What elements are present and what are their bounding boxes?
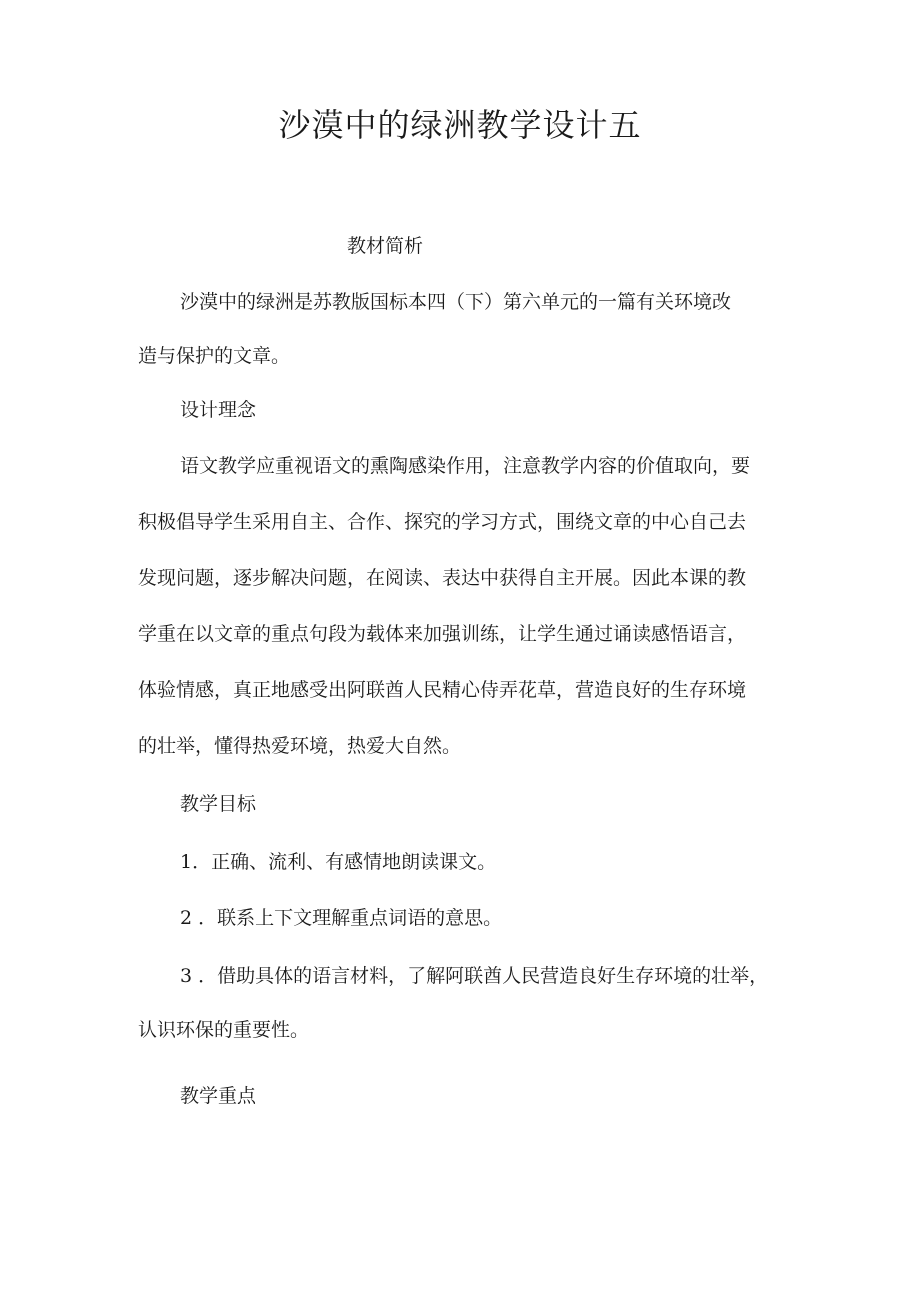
document-title: 沙漠中的绿洲教学设计五 (278, 106, 642, 144)
paragraph-line: 积极倡导学生采用自主、合作、探究的学习方式，围绕文章的中心自己去 (138, 511, 747, 533)
goal-item-3: 3 ．借助具体的语言材料，了解阿联酋人民营造良好生存环境的壮举， (180, 965, 769, 987)
paragraph-line: 学重在以文章的重点句段为载体来加强训练，让学生通过诵读感悟语言， (138, 623, 747, 645)
paragraph-line: 造与保护的文章。 (138, 345, 291, 367)
paragraph-line: 沙漠中的绿洲是苏教版国标本四（下）第六单元的一篇有关环境改 (180, 291, 732, 313)
heading-key-points: 教学重点 (180, 1085, 257, 1107)
goal-item-2: 2 ．联系上下文理解重点词语的意思。 (180, 907, 503, 929)
paragraph-line: 发现问题，逐步解决问题，在阅读、表达中获得自主开展。因此本课的教 (138, 567, 747, 589)
paragraph-line: 的壮举，懂得热爱环境，热爱大自然。 (138, 735, 462, 757)
paragraph-line: 体验情感，真正地感受出阿联酋人民精心侍弄花草，营造良好的生存环境 (138, 679, 747, 701)
goal-item-3-continued: 认识环保的重要性。 (138, 1019, 310, 1041)
goal-item-1: 1．正确、流利、有感情地朗读课文。 (180, 851, 497, 873)
heading-teaching-goals: 教学目标 (180, 793, 257, 815)
heading-design-concept: 设计理念 (180, 399, 257, 421)
paragraph-line: 语文教学应重视语文的熏陶感染作用，注意教学内容的价值取向，要 (180, 455, 751, 477)
heading-materials-analysis: 教材简析 (347, 235, 424, 257)
